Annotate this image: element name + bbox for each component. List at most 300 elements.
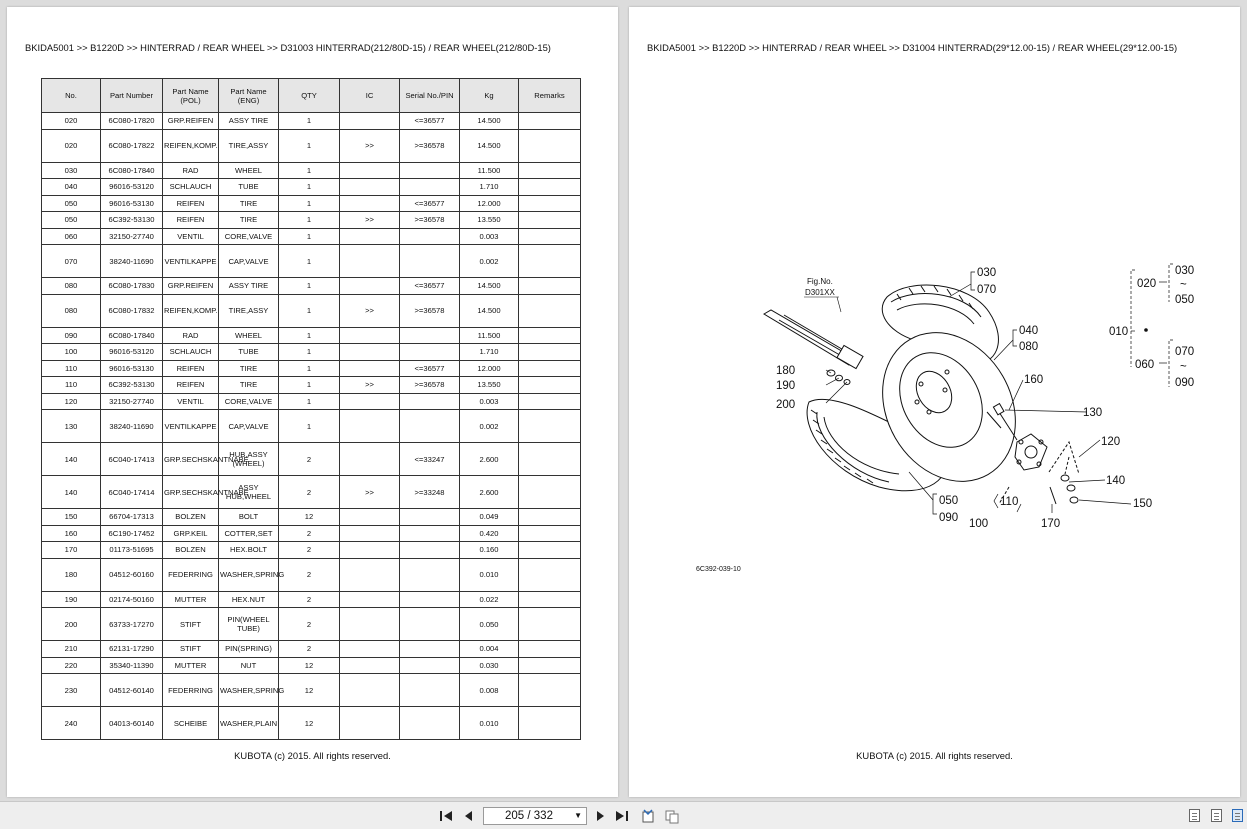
cell-qty: 1: [279, 360, 340, 377]
cell-serial: >=36578: [400, 129, 460, 162]
callout-070: 070: [977, 284, 997, 296]
cell-no: 080: [42, 294, 101, 327]
cell-ic: [340, 443, 400, 476]
col-header-serial: Serial No./PIN: [400, 79, 460, 113]
table-row: [42, 278, 581, 295]
tilde-030-050: ~: [1180, 279, 1187, 291]
cell-kg: 12.000: [460, 360, 519, 377]
cell-qty: 1: [279, 278, 340, 295]
cell-part-name-eng: WASHER,PLAIN: [219, 707, 279, 740]
cell-kg: 11.500: [460, 327, 519, 344]
cell-part-name-pol: REIFEN: [163, 377, 219, 394]
cell-part-name-pol: BOLZEN: [163, 542, 219, 559]
cell-qty: 12: [279, 674, 340, 707]
callout-030: 030: [977, 267, 997, 279]
cell-part-name-pol: VENTILKAPPE: [163, 245, 219, 278]
cell-qty: 2: [279, 591, 340, 608]
cell-ic: >>: [340, 129, 400, 162]
cell-remarks: [519, 212, 581, 229]
cell-part-number: 62131-17290: [101, 641, 163, 658]
cell-qty: 2: [279, 608, 340, 641]
cell-no: 230: [42, 674, 101, 707]
cell-kg: 14.500: [460, 294, 519, 327]
cell-part-number: 04512-60140: [101, 674, 163, 707]
cell-part-name-eng: TIRE: [219, 360, 279, 377]
cell-part-name-eng: CAP,VALVE: [219, 245, 279, 278]
cell-serial: <=36577: [400, 278, 460, 295]
previous-page-icon[interactable]: [461, 808, 477, 824]
callout-030-group: 030: [1175, 265, 1195, 277]
page-number-select[interactable]: [483, 807, 587, 825]
cell-no: 240: [42, 707, 101, 740]
parts-table: [41, 78, 581, 740]
table-row: [42, 179, 581, 196]
cell-serial: [400, 327, 460, 344]
cell-part-name-pol: VENTIL: [163, 393, 219, 410]
table-row: [42, 212, 581, 229]
cell-serial: [400, 608, 460, 641]
cell-kg: 0.050: [460, 608, 519, 641]
cell-part-name-eng: TIRE: [219, 377, 279, 394]
cell-qty: 1: [279, 294, 340, 327]
right-breadcrumb: BKIDA5001 >> B1220D >> HINTERRAD / REAR WHEEL >> D31004 HINTERRAD(29*12.00-15) / REAR WHEEL(29*12.00-15): [647, 42, 1178, 53]
cell-part-number: 96016-53130: [101, 195, 163, 212]
cell-ic: >>: [340, 377, 400, 394]
cell-part-name-eng: TIRE,ASSY: [219, 294, 279, 327]
cell-part-name-pol: GRP.SECHSKANTNABE: [163, 443, 219, 476]
cell-serial: [400, 558, 460, 591]
cell-ic: >>: [340, 476, 400, 509]
cell-part-name-pol: STIFT: [163, 608, 219, 641]
cell-part-name-pol: FEDERRING: [163, 674, 219, 707]
cell-part-name-eng: HEX.BOLT: [219, 542, 279, 559]
callout-120: 120: [1101, 436, 1121, 448]
col-header-part-name-pol: Part Name (POL): [163, 79, 219, 113]
cell-part-name-eng: TUBE: [219, 179, 279, 196]
cell-remarks: [519, 162, 581, 179]
table-row: [42, 657, 581, 674]
table-row: [42, 344, 581, 361]
cell-part-number: 63733-17270: [101, 608, 163, 641]
cell-no: 100: [42, 344, 101, 361]
cell-kg: 13.550: [460, 212, 519, 229]
cell-part-name-eng: WHEEL: [219, 162, 279, 179]
cell-remarks: [519, 344, 581, 361]
cell-ic: [340, 542, 400, 559]
cell-serial: [400, 657, 460, 674]
cell-remarks: [519, 360, 581, 377]
cell-serial: <=33247: [400, 443, 460, 476]
cell-serial: >=36578: [400, 377, 460, 394]
cell-part-name-eng: HUB,ASSY (WHEEL): [219, 443, 279, 476]
cell-remarks: [519, 294, 581, 327]
table-row: [42, 509, 581, 526]
cell-remarks: [519, 657, 581, 674]
cell-part-name-pol: GRP.SECHSKANTNABE: [163, 476, 219, 509]
cell-remarks: [519, 410, 581, 443]
cell-ic: [340, 509, 400, 526]
callout-150: 150: [1133, 498, 1153, 510]
table-row: [42, 476, 581, 509]
cell-no: 020: [42, 129, 101, 162]
cell-ic: [340, 558, 400, 591]
cell-serial: [400, 707, 460, 740]
cell-part-number: 96016-53120: [101, 344, 163, 361]
cell-part-name-pol: REIFEN: [163, 195, 219, 212]
table-row: [42, 195, 581, 212]
next-page-icon[interactable]: [592, 808, 608, 824]
right-catalog-page: [629, 7, 1240, 797]
cell-part-number: 96016-53130: [101, 360, 163, 377]
cell-ic: [340, 393, 400, 410]
cell-part-name-pol: GRP.REIFEN: [163, 113, 219, 130]
callout-100: 100: [969, 518, 989, 530]
cell-qty: 1: [279, 245, 340, 278]
cell-kg: 0.022: [460, 591, 519, 608]
cell-part-number: 04013-60140: [101, 707, 163, 740]
cell-part-number: 35340-11390: [101, 657, 163, 674]
cell-part-number: 02174-50160: [101, 591, 163, 608]
callout-170: 170: [1041, 518, 1061, 530]
cell-no: 180: [42, 558, 101, 591]
cell-part-number: 6C040-17414: [101, 476, 163, 509]
cell-kg: 14.500: [460, 113, 519, 130]
cell-part-number: 6C080-17822: [101, 129, 163, 162]
callout-090-group: 090: [1175, 377, 1195, 389]
cell-remarks: [519, 525, 581, 542]
cell-ic: [340, 278, 400, 295]
cell-remarks: [519, 278, 581, 295]
cell-serial: [400, 162, 460, 179]
cell-qty: 1: [279, 327, 340, 344]
cell-ic: [340, 327, 400, 344]
cell-no: 160: [42, 525, 101, 542]
cell-part-name-eng: ASSY TIRE: [219, 113, 279, 130]
col-header-remarks: Remarks: [519, 79, 581, 113]
cell-part-number: 6C080-17840: [101, 327, 163, 344]
cell-serial: [400, 542, 460, 559]
cell-ic: [340, 179, 400, 196]
cell-no: 140: [42, 476, 101, 509]
cell-no: 120: [42, 393, 101, 410]
cell-part-name-pol: RAD: [163, 162, 219, 179]
cell-remarks: [519, 179, 581, 196]
cell-part-name-pol: VENTILKAPPE: [163, 410, 219, 443]
table-row: [42, 707, 581, 740]
cell-qty: 1: [279, 228, 340, 245]
callout-090: 090: [939, 512, 959, 524]
page-number-value: 205 / 332: [505, 810, 553, 822]
cell-qty: 1: [279, 113, 340, 130]
cell-serial: [400, 525, 460, 542]
cell-part-name-eng: PIN(SPRING): [219, 641, 279, 658]
table-row: [42, 327, 581, 344]
cell-part-name-eng: CORE,VALVE: [219, 393, 279, 410]
cell-part-name-eng: ASSY TIRE: [219, 278, 279, 295]
cell-part-name-pol: REIFEN: [163, 212, 219, 229]
col-header-no: No.: [42, 79, 101, 113]
cell-part-name-pol: MUTTER: [163, 657, 219, 674]
cell-no: 220: [42, 657, 101, 674]
table-row: [42, 674, 581, 707]
cell-qty: 12: [279, 707, 340, 740]
cell-qty: 1: [279, 195, 340, 212]
cell-part-number: 32150-27740: [101, 393, 163, 410]
cell-no: 080: [42, 278, 101, 295]
table-row: [42, 591, 581, 608]
col-header-kg: Kg: [460, 79, 519, 113]
cell-remarks: [519, 327, 581, 344]
continuous-view-icon[interactable]: [1232, 809, 1243, 822]
cell-part-name-pol: SCHLAUCH: [163, 344, 219, 361]
table-row: [42, 129, 581, 162]
cell-no: 130: [42, 410, 101, 443]
left-breadcrumb: BKIDA5001 >> B1220D >> HINTERRAD / REAR WHEEL >> D31003 HINTERRAD(212/80D-15) / REAR WHEEL(212/80D-15): [25, 42, 551, 53]
parts-table-body: [42, 113, 581, 740]
cell-remarks: [519, 707, 581, 740]
cell-remarks: [519, 542, 581, 559]
cell-kg: 14.500: [460, 129, 519, 162]
callout-060: 060: [1135, 359, 1155, 371]
cell-ic: [340, 608, 400, 641]
cell-kg: 0.049: [460, 509, 519, 526]
cell-qty: 1: [279, 377, 340, 394]
cell-serial: [400, 245, 460, 278]
col-header-ic: IC: [340, 79, 400, 113]
cell-serial: <=36577: [400, 195, 460, 212]
left-footer: KUBOTA (c) 2015. All rights reserved.: [234, 750, 391, 761]
cell-part-number: 6C392-53130: [101, 212, 163, 229]
wheel-drawing: [764, 285, 1079, 506]
cell-part-name-eng: PIN(WHEEL TUBE): [219, 608, 279, 641]
cell-ic: [340, 525, 400, 542]
cell-kg: 13.550: [460, 377, 519, 394]
cell-serial: <=36577: [400, 113, 460, 130]
cell-ic: >>: [340, 212, 400, 229]
cell-remarks: [519, 443, 581, 476]
cell-ic: [340, 410, 400, 443]
cell-kg: 1.710: [460, 344, 519, 361]
cell-kg: 0.420: [460, 525, 519, 542]
cell-kg: 12.000: [460, 195, 519, 212]
cell-ic: [340, 195, 400, 212]
cell-no: 210: [42, 641, 101, 658]
col-header-part-name-eng: Part Name (ENG): [219, 79, 279, 113]
cell-no: 060: [42, 228, 101, 245]
cell-kg: 0.160: [460, 542, 519, 559]
cell-qty: 12: [279, 657, 340, 674]
cell-part-name-eng: ASSY HUB,WHEEL: [219, 476, 279, 509]
copy-pages-icon[interactable]: [664, 808, 680, 824]
cell-serial: >=36578: [400, 212, 460, 229]
cell-serial: [400, 641, 460, 658]
cell-remarks: [519, 228, 581, 245]
callout-140: 140: [1106, 475, 1126, 487]
cell-remarks: [519, 641, 581, 658]
cell-qty: 1: [279, 393, 340, 410]
cell-no: 190: [42, 591, 101, 608]
cell-part-number: 04512-60160: [101, 558, 163, 591]
table-row: [42, 525, 581, 542]
cell-qty: 1: [279, 162, 340, 179]
cell-no: 110: [42, 377, 101, 394]
cell-remarks: [519, 129, 581, 162]
table-row: [42, 443, 581, 476]
cell-serial: >=36578: [400, 294, 460, 327]
table-row: [42, 360, 581, 377]
right-footer: KUBOTA (c) 2015. All rights reserved.: [856, 750, 1013, 761]
cell-ic: [340, 228, 400, 245]
cell-no: 050: [42, 212, 101, 229]
cell-ic: [340, 245, 400, 278]
cell-serial: [400, 344, 460, 361]
cell-part-number: 6C080-17840: [101, 162, 163, 179]
figure-code: 6C392-039-10: [696, 566, 741, 573]
table-row: [42, 558, 581, 591]
fig-label: Fig.No.: [807, 277, 833, 286]
cell-kg: 0.030: [460, 657, 519, 674]
cell-no: 170: [42, 542, 101, 559]
cell-part-name-eng: WHEEL: [219, 327, 279, 344]
cell-part-name-pol: MUTTER: [163, 591, 219, 608]
cell-qty: 1: [279, 179, 340, 196]
cell-no: 140: [42, 443, 101, 476]
cell-no: 150: [42, 509, 101, 526]
cell-kg: 0.003: [460, 228, 519, 245]
cell-remarks: [519, 195, 581, 212]
cell-part-name-pol: SCHLAUCH: [163, 179, 219, 196]
cell-serial: [400, 393, 460, 410]
table-header-row: [42, 79, 581, 113]
first-page-icon[interactable]: [438, 808, 454, 824]
callout-080: 080: [1019, 341, 1039, 353]
cell-ic: [340, 360, 400, 377]
left-catalog-page: [7, 7, 618, 797]
cell-no: 040: [42, 179, 101, 196]
cell-ic: [340, 641, 400, 658]
cell-remarks: [519, 377, 581, 394]
cell-part-name-eng: BOLT: [219, 509, 279, 526]
cell-qty: 1: [279, 129, 340, 162]
cell-no: 110: [42, 360, 101, 377]
cell-remarks: [519, 113, 581, 130]
fig-number: D301XX: [805, 288, 835, 297]
cell-ic: [340, 344, 400, 361]
cell-kg: 1.710: [460, 179, 519, 196]
cell-kg: 0.010: [460, 707, 519, 740]
col-header-qty: QTY: [279, 79, 340, 113]
cell-kg: 0.004: [460, 641, 519, 658]
cell-part-number: 6C190-17452: [101, 525, 163, 542]
cell-ic: >>: [340, 294, 400, 327]
table-row: [42, 294, 581, 327]
two-page-view-icon[interactable]: [1211, 809, 1222, 822]
cell-part-name-pol: SCHEIBE: [163, 707, 219, 740]
callout-050: 050: [939, 495, 959, 507]
cell-kg: 0.003: [460, 393, 519, 410]
cell-ic: [340, 591, 400, 608]
cell-part-name-eng: HEX.NUT: [219, 591, 279, 608]
cell-part-name-pol: VENTIL: [163, 228, 219, 245]
callout-110: 110: [1000, 496, 1019, 508]
cell-part-name-pol: GRP.REIFEN: [163, 278, 219, 295]
cell-part-name-eng: TIRE,ASSY: [219, 129, 279, 162]
callout-130: 130: [1083, 407, 1103, 419]
callout-020: 020: [1137, 278, 1157, 290]
table-row: [42, 641, 581, 658]
cell-part-name-eng: TIRE: [219, 212, 279, 229]
cell-no: 030: [42, 162, 101, 179]
cell-remarks: [519, 591, 581, 608]
cell-qty: 1: [279, 410, 340, 443]
callout-050-group: 050: [1175, 294, 1195, 306]
cell-part-name-eng: WASHER,SPRING: [219, 558, 279, 591]
cell-kg: 0.002: [460, 245, 519, 278]
table-row: [42, 113, 581, 130]
callout-190: 190: [776, 380, 796, 392]
cell-no: 070: [42, 245, 101, 278]
cell-ic: [340, 113, 400, 130]
cell-qty: 2: [279, 443, 340, 476]
cell-part-number: 6C040-17413: [101, 443, 163, 476]
cell-qty: 2: [279, 558, 340, 591]
cell-part-number: 66704-17313: [101, 509, 163, 526]
cell-qty: 2: [279, 542, 340, 559]
cell-part-name-pol: GRP.KEIL: [163, 525, 219, 542]
cell-no: 050: [42, 195, 101, 212]
table-row: [42, 542, 581, 559]
table-row: [42, 377, 581, 394]
cell-remarks: [519, 608, 581, 641]
cell-part-name-eng: CORE,VALVE: [219, 228, 279, 245]
cell-serial: [400, 591, 460, 608]
cell-no: 090: [42, 327, 101, 344]
cell-remarks: [519, 558, 581, 591]
viewer-toolbar: [0, 801, 1247, 829]
callout-010: 010: [1109, 326, 1129, 338]
cell-part-number: 38240-11690: [101, 410, 163, 443]
callout-160: 160: [1024, 374, 1044, 386]
cell-part-name-eng: TUBE: [219, 344, 279, 361]
cell-qty: 12: [279, 509, 340, 526]
cell-part-name-eng: WASHER,SPRING: [219, 674, 279, 707]
cell-part-name-pol: REIFEN: [163, 360, 219, 377]
callout-200: 200: [776, 399, 796, 411]
cell-ic: [340, 674, 400, 707]
callout-070-group: 070: [1175, 346, 1195, 358]
cell-serial: <=36577: [400, 360, 460, 377]
cell-part-name-pol: STIFT: [163, 641, 219, 658]
cell-ic: [340, 707, 400, 740]
cell-part-name-pol: RAD: [163, 327, 219, 344]
cell-part-number: 6C080-17832: [101, 294, 163, 327]
fit-page-icon[interactable]: [640, 808, 656, 824]
cell-serial: >=33248: [400, 476, 460, 509]
cell-serial: [400, 410, 460, 443]
cell-ic: [340, 657, 400, 674]
table-row: [42, 393, 581, 410]
tilde-070-090: ~: [1180, 361, 1187, 373]
last-page-icon[interactable]: [614, 808, 630, 824]
cell-part-name-eng: CAP,VALVE: [219, 410, 279, 443]
cell-qty: 2: [279, 525, 340, 542]
single-page-view-icon[interactable]: [1189, 809, 1200, 822]
cell-serial: [400, 509, 460, 526]
cell-part-number: 6C392-53130: [101, 377, 163, 394]
callout-180: 180: [776, 365, 796, 377]
cell-kg: 0.008: [460, 674, 519, 707]
cell-kg: 2.600: [460, 443, 519, 476]
